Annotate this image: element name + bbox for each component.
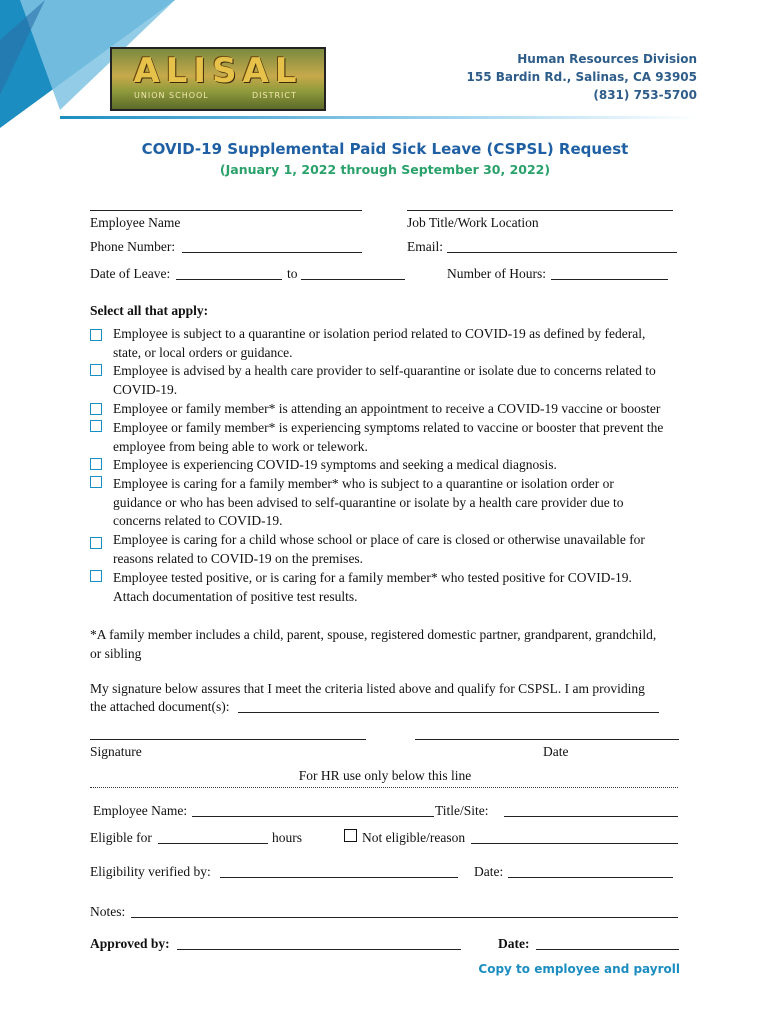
district-logo <box>110 47 326 111</box>
signature-label: Signature <box>90 744 142 759</box>
verified-date-line[interactable] <box>508 877 673 878</box>
approved-by-label: Approved by: <box>90 936 170 951</box>
email-label: Email: <box>407 239 443 254</box>
option-text-6: Employee is caring for a family member* who is subject to a quarantine or isolation order or guidance or who has been advised to self-quarantine or isolate by a health care provider due to concerns related to COVID-19. <box>113 476 624 529</box>
form-title: COVID-19 Supplemental Paid Sick Leave (CSPSL) Request <box>141 140 629 158</box>
notes-label: Notes: <box>90 904 126 919</box>
assurance-line2: the attached document(s): <box>90 699 230 714</box>
hr-address: 155 Bardin Rd., Salinas, CA 93905 <box>466 70 697 84</box>
approved-date-line[interactable] <box>536 949 679 950</box>
not-eligible-checkbox[interactable] <box>344 829 357 842</box>
option-text-8: Employee tested positive, or is caring for a family member* who tested positive for COVID-19. Attach documentation of positive test results. <box>113 570 632 604</box>
leave-end-line[interactable] <box>301 279 405 280</box>
option-checkbox-7[interactable] <box>90 537 102 549</box>
phone-line[interactable] <box>182 252 362 253</box>
job-title-label: Job Title/Work Location <box>407 215 539 230</box>
signature-date-label: Date <box>543 744 569 759</box>
phone-label: Phone Number: <box>90 239 176 254</box>
option-text-3: Employee or family member* is attending an appointment to receive a COVID-19 vaccine or booster <box>113 401 661 416</box>
hr-division: Human Resources Division <box>517 52 697 66</box>
hr-employee-name-label: Employee Name: <box>93 803 188 818</box>
option-checkbox-5[interactable] <box>90 458 102 470</box>
family-footnote-line2: or sibling <box>90 646 142 661</box>
employee-name-line[interactable] <box>90 210 362 211</box>
option-text-5: Employee is experiencing COVID-19 symptoms and seeking a medical diagnosis. <box>113 457 557 472</box>
option-checkbox-2[interactable] <box>90 364 102 376</box>
select-heading: Select all that apply: <box>90 303 209 318</box>
hr-divider <box>90 787 678 788</box>
job-title-line[interactable] <box>407 210 673 211</box>
signature-line[interactable] <box>90 739 366 740</box>
eligible-hours-label: hours <box>272 830 302 845</box>
option-text-4: Employee or family member* is experiencing symptoms related to vaccine or booster that prevent the employee from being able to work or telework. <box>113 420 664 454</box>
hr-title-site-label: Title/Site: <box>435 803 489 818</box>
verified-date-label: Date: <box>474 864 504 879</box>
notes-line[interactable] <box>131 917 678 918</box>
not-eligible-label: Not eligible/reason <box>362 830 466 845</box>
leave-start-line[interactable] <box>176 279 282 280</box>
copy-note: Copy to employee and payroll <box>478 962 680 976</box>
logo-wordmark: ALISAL <box>133 51 303 91</box>
option-text-1: Employee is subject to a quarantine or isolation period related to COVID-19 as defined by federal, state, or local orders or guidance. <box>113 326 646 360</box>
option-checkbox-6[interactable] <box>90 476 102 488</box>
hr-employee-name-line[interactable] <box>192 816 434 817</box>
assurance-line1: My signature below assures that I meet the criteria listed above and qualify for CSPSL. I am providing <box>90 681 645 696</box>
option-text-2: Employee is advised by a health care provider to self-quarantine or isolate due to concerns related to COVID-19. <box>113 363 656 397</box>
hours-label: Number of Hours: <box>447 266 546 281</box>
hr-only-label: For HR use only below this line <box>298 768 472 783</box>
verified-by-line[interactable] <box>220 877 458 878</box>
eligible-hours-line[interactable] <box>158 843 268 844</box>
option-checkbox-4[interactable] <box>90 420 102 432</box>
approved-date-label: Date: <box>498 936 530 951</box>
employee-name-label: Employee Name <box>90 215 181 230</box>
hr-phone: (831) 753-5700 <box>593 88 697 102</box>
option-checkbox-8[interactable] <box>90 570 102 582</box>
hr-title-site-line[interactable] <box>504 816 678 817</box>
hours-line[interactable] <box>551 279 668 280</box>
email-line[interactable] <box>447 252 677 253</box>
logo-left-tag: UNION SCHOOL <box>134 91 209 100</box>
header-rule <box>60 116 700 119</box>
approved-by-line[interactable] <box>177 949 461 950</box>
to-label: to <box>287 266 298 281</box>
family-footnote-line1: *A family member includes a child, parent, spouse, registered domestic partner, grandparent, grandchild, <box>90 627 657 642</box>
verified-by-label: Eligibility verified by: <box>90 864 211 879</box>
option-checkbox-3[interactable] <box>90 403 102 415</box>
option-checkbox-1[interactable] <box>90 329 102 341</box>
attached-documents-line[interactable] <box>238 712 659 713</box>
not-eligible-reason-line[interactable] <box>471 843 678 844</box>
option-text-7: Employee is caring for a child whose school or place of care is closed or otherwise unavailable for reasons related to COVID-19 on the premises. <box>113 532 645 566</box>
logo-right-tag: DISTRICT <box>252 91 297 100</box>
signature-date-line[interactable] <box>415 739 679 740</box>
form-subtitle: (January 1, 2022 through September 30, 2022) <box>219 162 551 177</box>
eligible-for-label: Eligible for <box>90 830 152 845</box>
date-of-leave-label: Date of Leave: <box>90 266 171 281</box>
